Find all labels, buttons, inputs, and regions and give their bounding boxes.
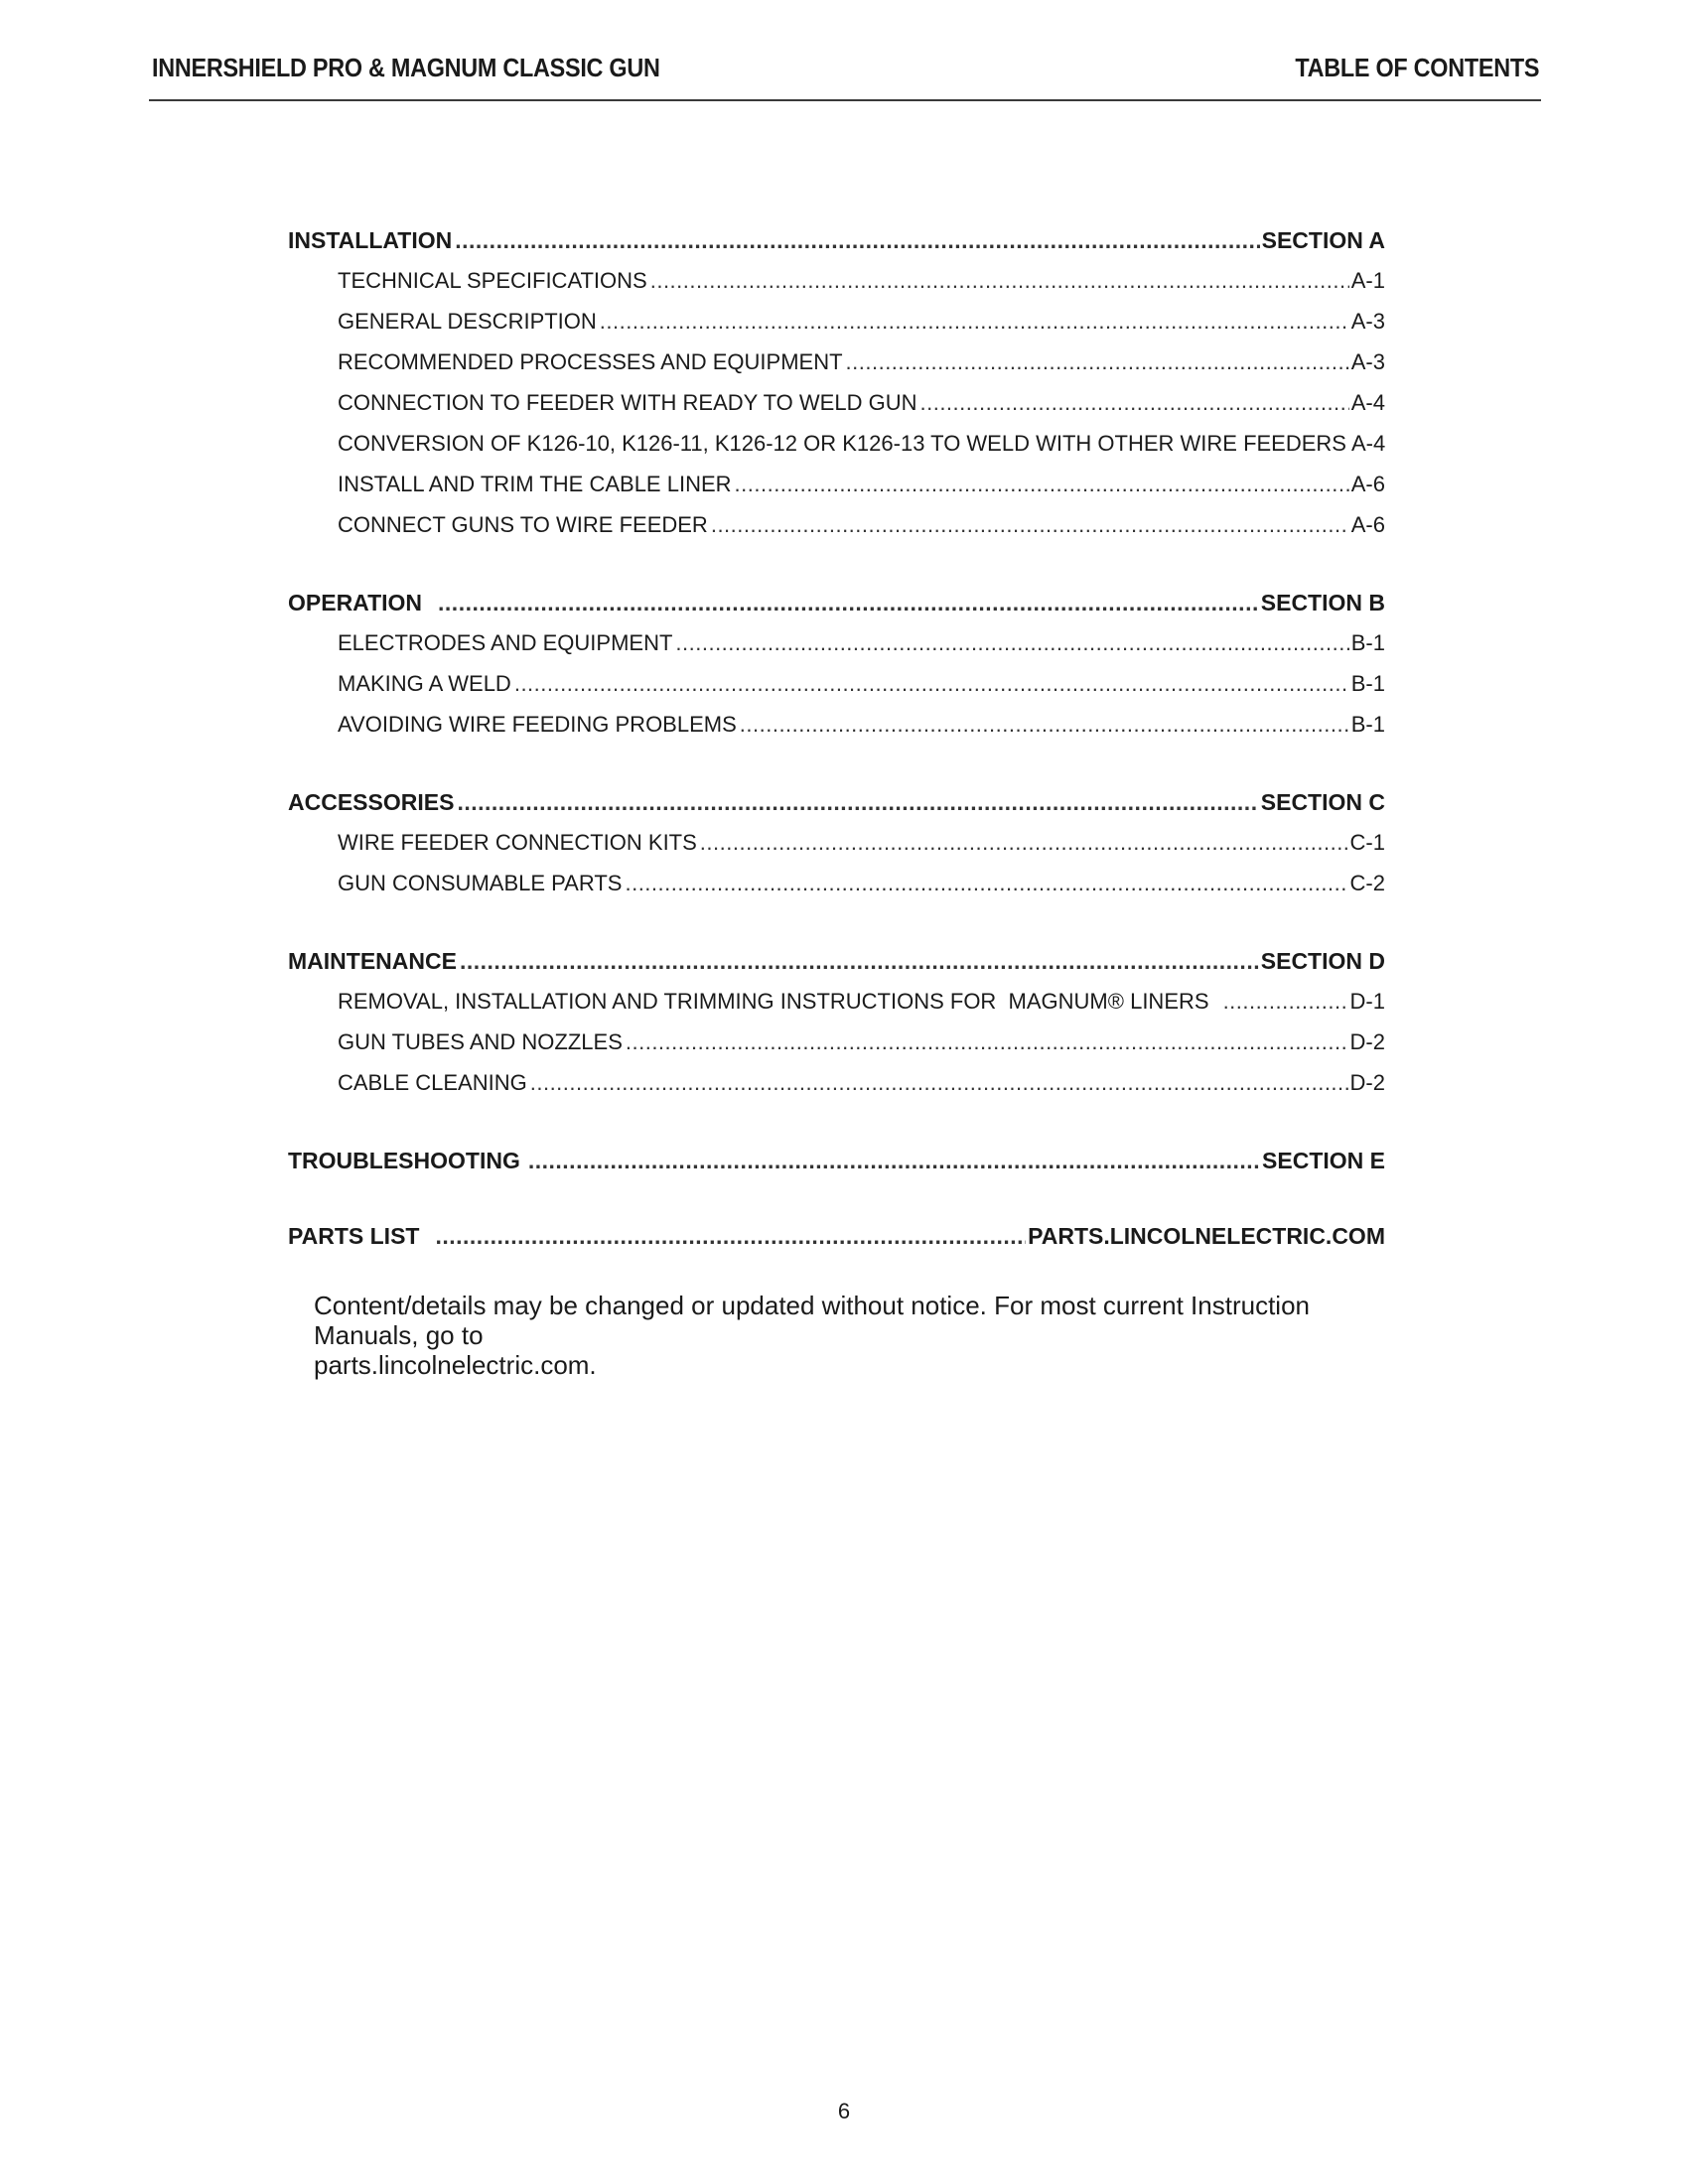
toc-item-label: GUN CONSUMABLE PARTS <box>338 871 623 895</box>
toc-item-label: RECOMMENDED PROCESSES AND EQUIPMENT <box>338 349 843 374</box>
document-title: INNERSHIELD PRO & MAGNUM CLASSIC GUN <box>152 53 660 82</box>
dot-leader <box>460 941 1259 981</box>
toc-item[interactable] <box>288 260 1385 301</box>
dot-leader <box>711 504 1349 545</box>
toc-item[interactable] <box>288 301 1385 341</box>
dot-leader <box>457 782 1258 822</box>
page-number: 6 <box>837 2099 851 2123</box>
toc-item-page: D-1 <box>1349 989 1385 1014</box>
toc-item[interactable] <box>288 382 1385 423</box>
toc-section-title: OPERATION <box>288 590 423 615</box>
toc-item-label: GUN TUBES AND NOZZLES <box>338 1029 623 1054</box>
dot-leader <box>530 1062 1348 1103</box>
toc-section-accessories[interactable] <box>288 782 1385 822</box>
toc-item-page: A-4 <box>1350 431 1385 456</box>
dot-leader <box>1223 981 1348 1022</box>
toc-item[interactable] <box>288 1062 1385 1103</box>
dot-leader <box>626 1022 1348 1062</box>
toc-item-page: C-1 <box>1349 830 1385 855</box>
table-of-contents <box>288 220 1385 1256</box>
toc-item-label: CABLE CLEANING <box>338 1070 527 1095</box>
dot-leader <box>675 622 1348 663</box>
toc-section-title: ACCESSORIES <box>288 789 455 815</box>
dot-leader <box>846 341 1349 382</box>
toc-item[interactable] <box>288 622 1385 663</box>
toc-section-page: SECTION D <box>1260 948 1385 974</box>
parts-list-link[interactable]: PARTS.LINCOLNELECTRIC.COM <box>1028 1223 1385 1249</box>
toc-item-label: MAKING A WELD <box>338 671 511 696</box>
toc-section-page: SECTION C <box>1260 789 1385 815</box>
toc-item-label: CONNECT GUNS TO WIRE FEEDER <box>338 512 708 537</box>
toc-item[interactable] <box>288 981 1385 1022</box>
update-notice-line2[interactable]: parts.lincolnelectric.com. <box>314 1350 597 1380</box>
toc-item-label: CONVERSION OF K126-10, K126-11, K126-12 OR K126-13 TO WELD WITH OTHER WIRE FEEDERS <box>338 431 1346 456</box>
toc-section-title: INSTALLATION <box>288 227 453 253</box>
dot-leader <box>735 464 1349 504</box>
toc-section-title: TROUBLESHOOTING <box>288 1148 520 1173</box>
toc-item-label: ELECTRODES AND EQUIPMENT <box>338 630 673 655</box>
toc-item-page: A-3 <box>1350 349 1385 374</box>
toc-item-page: A-3 <box>1350 309 1385 334</box>
toc-item-label: REMOVAL, INSTALLATION AND TRIMMING INSTRUCTIONS FOR MAGNUM® LINERS <box>338 989 1209 1014</box>
spacer <box>288 545 1385 583</box>
toc-item-label: WIRE FEEDER CONNECTION KITS <box>338 830 697 855</box>
toc-item-page: A-6 <box>1350 472 1385 496</box>
toc-item[interactable] <box>288 822 1385 863</box>
toc-item-page: B-1 <box>1350 671 1385 696</box>
toc-item[interactable] <box>288 464 1385 504</box>
dot-leader <box>514 663 1349 704</box>
dot-leader <box>740 704 1349 745</box>
update-notice-line1: Content/details may be changed or updated without notice. For most current Instruction Manuals, go to <box>314 1291 1310 1350</box>
toc-item-label: TECHNICAL SPECIFICATIONS <box>338 268 647 293</box>
toc-item-page: B-1 <box>1350 630 1385 655</box>
dot-leader <box>600 301 1349 341</box>
toc-section-troubleshooting[interactable] <box>288 1141 1385 1180</box>
toc-item[interactable] <box>288 1022 1385 1062</box>
toc-item[interactable] <box>288 863 1385 903</box>
spacer <box>288 1103 1385 1141</box>
spacer <box>288 1180 1385 1216</box>
dot-leader <box>650 260 1349 301</box>
page-header <box>149 52 1541 101</box>
toc-item[interactable] <box>288 704 1385 745</box>
toc-item-page: A-6 <box>1350 512 1385 537</box>
update-notice <box>314 1291 1396 1380</box>
dot-leader <box>528 1141 1260 1180</box>
toc-item[interactable] <box>288 504 1385 545</box>
toc-section-page: SECTION E <box>1262 1148 1385 1173</box>
dot-leader <box>438 583 1259 622</box>
toc-item-label: INSTALL AND TRIM THE CABLE LINER <box>338 472 732 496</box>
dot-leader <box>435 1216 1026 1256</box>
dot-leader <box>455 220 1259 260</box>
toc-item[interactable] <box>288 663 1385 704</box>
toc-section-page: SECTION A <box>1261 227 1385 253</box>
toc-section-title: MAINTENANCE <box>288 948 457 974</box>
toc-item-page: B-1 <box>1350 712 1385 737</box>
toc-item-page: A-1 <box>1350 268 1385 293</box>
toc-item-page: D-2 <box>1349 1029 1385 1054</box>
toc-section-installation[interactable] <box>288 220 1385 260</box>
toc-section-title: PARTS LIST <box>288 1223 420 1249</box>
toc-section-parts-list[interactable] <box>288 1216 1385 1256</box>
spacer <box>288 745 1385 782</box>
spacer <box>288 903 1385 941</box>
toc-section-page: SECTION B <box>1260 590 1385 615</box>
toc-section-operation[interactable] <box>288 583 1385 622</box>
toc-item-page: C-2 <box>1349 871 1385 895</box>
toc-item[interactable] <box>288 423 1385 464</box>
dot-leader <box>625 863 1347 903</box>
dot-leader <box>919 382 1348 423</box>
toc-item[interactable] <box>288 341 1385 382</box>
section-title: TABLE OF CONTENTS <box>1295 53 1539 82</box>
toc-item-page: A-4 <box>1350 390 1385 415</box>
toc-item-label: CONNECTION TO FEEDER WITH READY TO WELD GUN <box>338 390 917 415</box>
toc-item-label: AVOIDING WIRE FEEDING PROBLEMS <box>338 712 737 737</box>
toc-item-page: D-2 <box>1349 1070 1385 1095</box>
toc-section-maintenance[interactable] <box>288 941 1385 981</box>
dot-leader <box>700 822 1348 863</box>
toc-item-label: GENERAL DESCRIPTION <box>338 309 597 334</box>
